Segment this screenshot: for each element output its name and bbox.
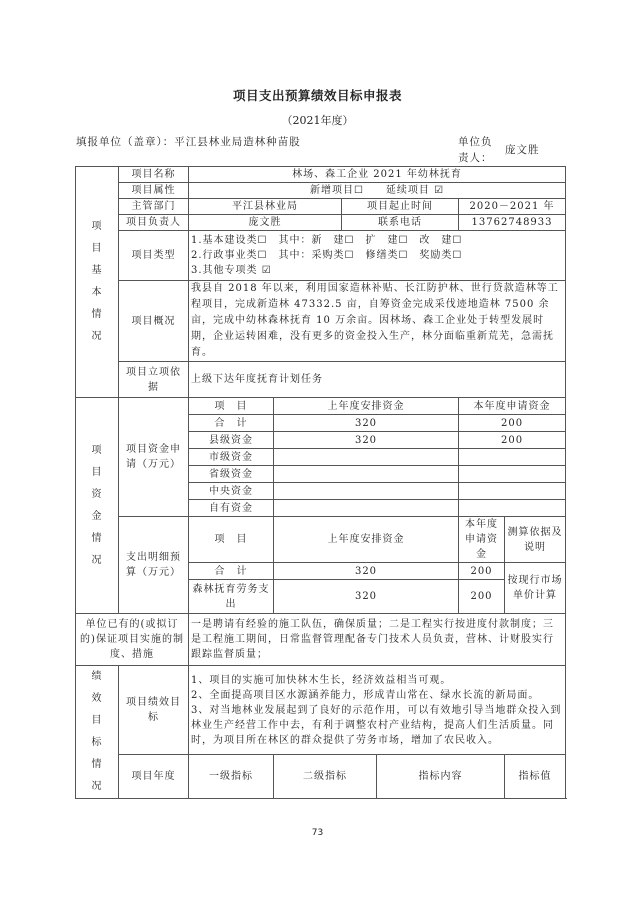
detail-basis: 按现行市场单价计算: [505, 563, 566, 614]
detail-item: 森林抚育劳务支出: [189, 580, 274, 614]
funds-item: 合 计: [189, 415, 274, 432]
attr-label: 项目属性: [119, 183, 189, 199]
year-label: 项目年度: [119, 755, 189, 799]
funds-curr: [459, 449, 566, 466]
page-number: 73: [311, 828, 324, 838]
detail-curr: 200: [459, 563, 505, 580]
type-line: 1.基本建设类☐ 其中：新 建☐ 扩 建☐ 改 建☐: [191, 235, 463, 246]
funds-prev: [274, 449, 459, 466]
project-type[interactable]: [189, 231, 566, 281]
form-title: 项目支出预算绩效目标申报表: [232, 88, 402, 103]
indicator-header: 指标值: [505, 755, 566, 799]
goal-line: 1、项目的实施可加快林木生长，经济效益相当可观。: [191, 674, 452, 686]
indicator-header: 一级指标: [189, 755, 274, 799]
funds-prev: [274, 500, 459, 517]
budget-performance-table: [75, 166, 566, 799]
detail-header: 测算依据及说明: [505, 517, 566, 563]
detail-header: 上年度安排资金: [274, 517, 459, 563]
measures-value: 一是聘请有经验的施工队伍，确保质量；二是工程实行按进度付款制度；三是工程施工期间，日常监督管理配备专门技术人员负责，营林、计财股实行跟踪监督质量；: [189, 614, 566, 666]
period-value: 2020－2021 年: [459, 199, 566, 215]
form-year: （2021年度）: [281, 114, 354, 127]
fill-unit-label: 填报单位（盖章）：平江县林业局造林种苗股: [76, 136, 301, 148]
funds-item: 中央资金: [189, 483, 274, 500]
funds-curr: 200: [459, 415, 566, 432]
overview-value: 我县自 2018 年以来，利用国家造林补贴、长江防护林、世行贷款造林等工程项目，完成新造林 47332.5 亩，自筹资金完成采伐迹地造林 7500 余亩，完成中幼林森林抚育 10 万余亩。因林场、森工企业处于转型发展时期，企业运转困难，没有更多的资金投入生产，林分面临重新荒芜，急需抚育。: [189, 281, 566, 362]
funds-prev: [274, 466, 459, 483]
detail-header: 本年度申请资金: [459, 517, 505, 563]
type-line: 3.其他专项类 ☑: [191, 265, 272, 276]
goal-line: 3、对当地林业发展起到了良好的示范作用，可以有效地引导当地群众投入到林业生产经营工作中去，有利于调整农村产业结构，提高人们生活质量。同时，为项目所在林区的群众提供了劳务市场，增加了农民收入。: [191, 704, 562, 746]
indicator-header: 指标内容: [377, 755, 505, 799]
funds-item: 自有资金: [189, 500, 274, 517]
funds-curr: [459, 466, 566, 483]
project-attr[interactable]: 新增项目☐ 延续项目 ☑: [189, 183, 566, 199]
name-label: 项目名称: [119, 167, 189, 183]
type-line: 2.行政事业类☐ 其中：采购类☐ 修缮类☐ 奖励类☐: [191, 250, 463, 261]
detail-header: 项 目: [189, 517, 274, 563]
responsible-label: 单位负责人：: [458, 136, 493, 164]
funds-section-label: 项 目 资 金 情 况: [76, 398, 119, 614]
leader-label: 项目负责人: [119, 215, 189, 231]
basis-value: 上级下达年度抚育计划任务: [189, 362, 566, 398]
dept-value: 平江县林业局: [189, 199, 342, 215]
basis-label: 项目立项依 据: [119, 362, 189, 398]
funds-item: 省级资金: [189, 466, 274, 483]
phone-label: 联系电话: [342, 215, 459, 231]
goal-label: 项目绩效目标: [119, 666, 189, 755]
detail-prev: 320: [274, 563, 459, 580]
overview-label: 项目概况: [119, 281, 189, 362]
funds-header: 项 目: [189, 398, 274, 415]
detail-label: 支出明细预算（万元）: [119, 517, 189, 614]
dept-label: 主管部门: [119, 199, 189, 215]
responsible-name: 庞文胜: [505, 144, 540, 156]
detail-curr: 200: [459, 580, 505, 614]
type-label: 项目类型: [119, 231, 189, 281]
funds-header: 上年度安排资金: [274, 398, 459, 415]
funds-header: 本年度申请资金: [459, 398, 566, 415]
funds-item: 市级资金: [189, 449, 274, 466]
funds-prev: 320: [274, 415, 459, 432]
measures-label: 单位已有的(或拟订的)保证项目实施的制度、措施: [76, 614, 189, 666]
period-label: 项目起止时间: [342, 199, 459, 215]
detail-item: 合 计: [189, 563, 274, 580]
funds-prev: 320: [274, 432, 459, 449]
indicator-header: 二级指标: [274, 755, 377, 799]
funds-item: 县级资金: [189, 432, 274, 449]
goal-value: [189, 666, 566, 755]
funds-curr: 200: [459, 432, 566, 449]
performance-section-label: 绩 效 目 标 情 况: [76, 666, 119, 799]
apply-label: 项目资金申请（万元）: [119, 398, 189, 517]
phone-value: 13762748933: [459, 215, 566, 231]
detail-prev: 320: [274, 580, 459, 614]
funds-curr: [459, 500, 566, 517]
funds-prev: [274, 483, 459, 500]
leader-value: 庞文胜: [189, 215, 342, 231]
funds-curr: [459, 483, 566, 500]
project-name: 林场、森工企业 2021 年幼林抚育: [189, 167, 566, 183]
goal-line: 2、全面提高项目区水源涵养能力，形成青山常在、绿水长流的新局面。: [191, 689, 540, 701]
basic-section-label: 项 目 基 本 情 况: [76, 167, 119, 398]
